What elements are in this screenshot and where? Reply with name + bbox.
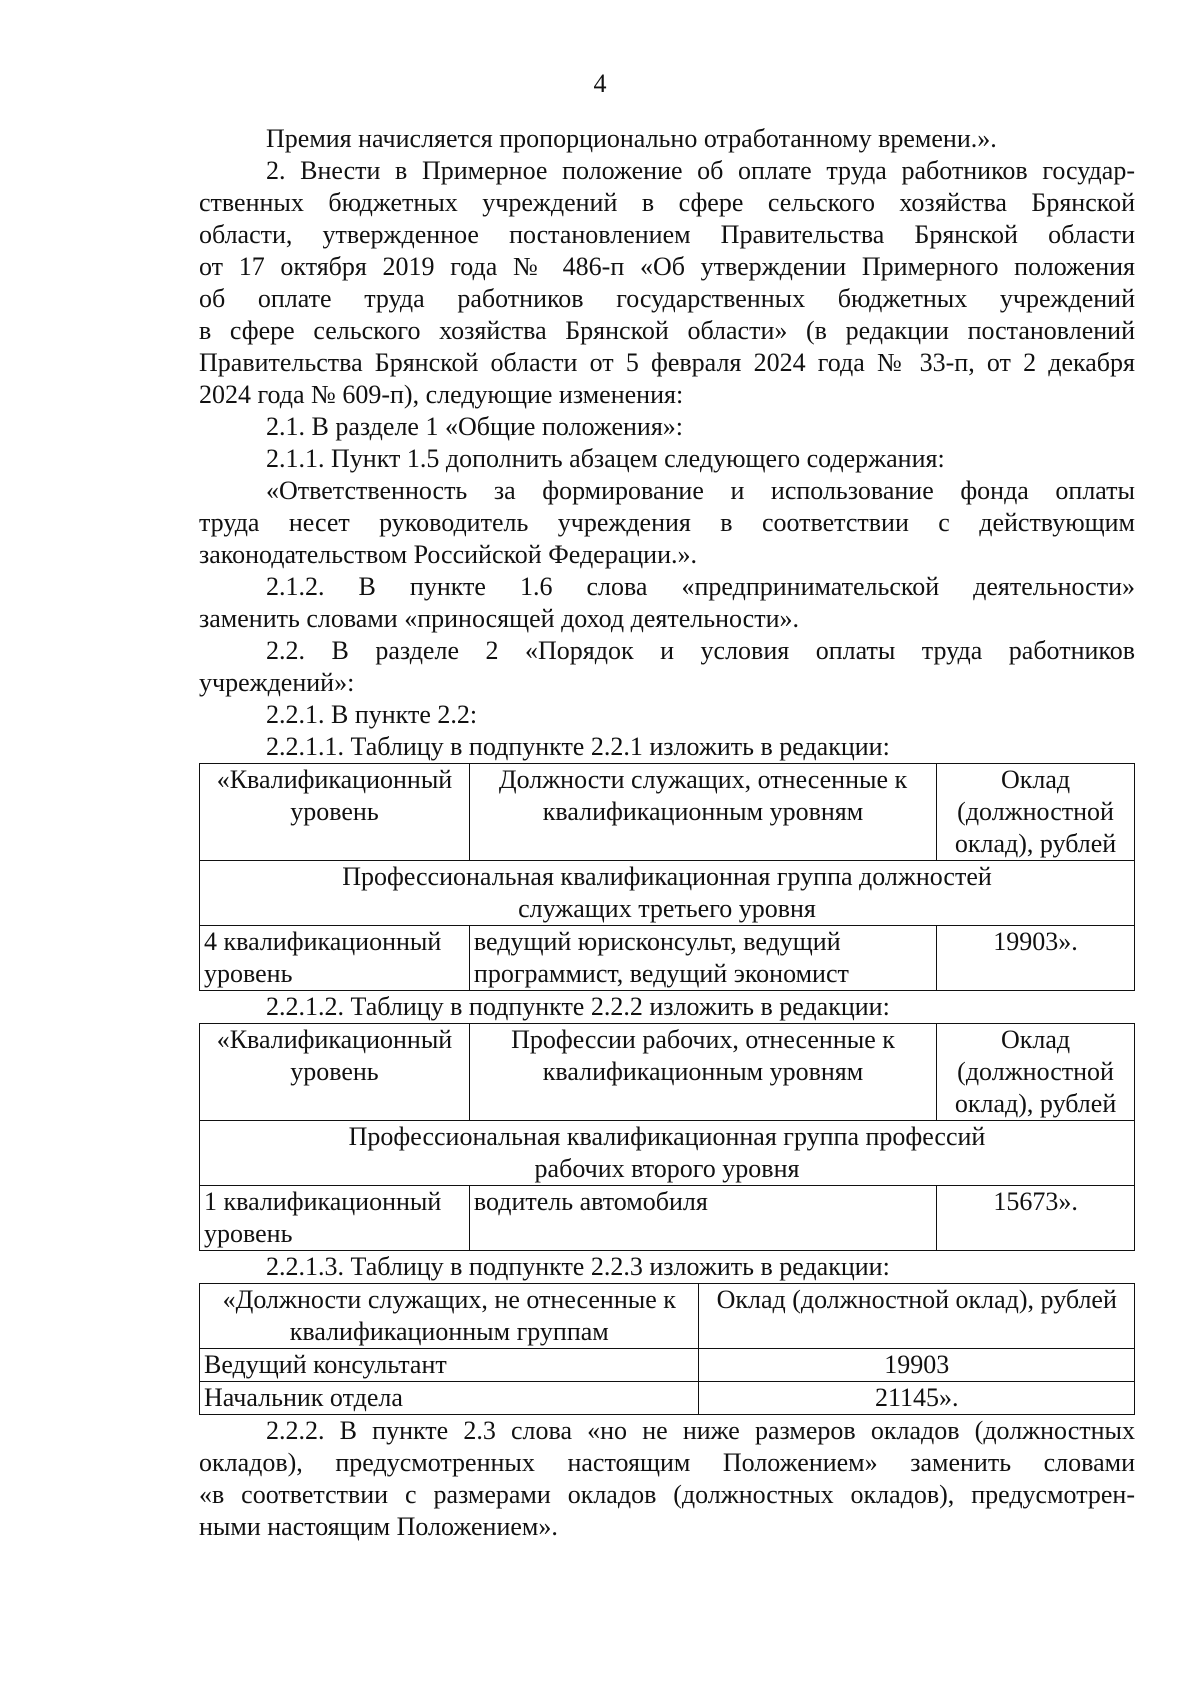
salary-table-2 [199, 1023, 1135, 1251]
paragraph-line: 2024 года № 609-п), следующие изменения: [199, 380, 684, 409]
paragraph-2 [199, 155, 1135, 411]
paragraph-2-2-1-2: 2.2.1.2. Таблицу в подпункте 2.2.2 изложить в редакции: [266, 992, 890, 1021]
table-cell: Ведущий консультант [200, 1349, 699, 1382]
paragraph-line: Правительства Брянской области от 5 февраля 2024 года № 33-п, от 2 декабря [199, 348, 1135, 377]
paragraph-line: ственных бюджетных учреждений в сфере сельского хозяйства Брянской [199, 188, 1135, 217]
table-header-cell: «Квалификационный уровень [200, 1024, 470, 1121]
table-group-row [200, 1121, 1135, 1186]
paragraph-line: ными настоящим Положением». [199, 1512, 558, 1541]
paragraph-line: труда несет руководитель учреждения в соответствии с действующим [199, 508, 1135, 537]
paragraph-line: 2. Внести в Примерное положение об оплате труда работников государ- [266, 156, 1135, 185]
table-header-row [200, 764, 1135, 861]
page-number: 4 [593, 69, 607, 98]
table-header-row [200, 1024, 1135, 1121]
paragraph-2-2 [199, 635, 1135, 699]
table-cell: 1 квалификационный уровень [200, 1186, 470, 1251]
paragraph-line: окладов), предусмотренных настоящим Положением» заменить словами [199, 1448, 1135, 1477]
paragraph-line: «Ответственность за формирование и использование фонда оплаты [266, 476, 1135, 505]
table-header-cell: «Должности служащих, не отнесенные к квалификационным группам [200, 1284, 699, 1349]
paragraph-line: заменить словами «приносящей доход деятельности». [199, 604, 799, 633]
paragraph-line: в сфере сельского хозяйства Брянской области» (в редакции постановлений [199, 316, 1135, 345]
table-header-row [200, 1284, 1135, 1349]
paragraph-2-1: 2.1. В разделе 1 «Общие положения»: [266, 412, 684, 441]
paragraph-line: от 17 октября 2019 года № 486-п «Об утверждении Примерного положения [199, 252, 1135, 281]
table-cell: водитель автомобиля [469, 1186, 936, 1251]
document-body [199, 123, 1135, 1543]
table-cell: 4 квалификационный уровень [200, 926, 470, 991]
table-group-cell: Профессиональная квалификационная группа профессий рабочих второго уровня [200, 1121, 1135, 1186]
table-header-cell: Профессии рабочих, отнесенные к квалификационным уровням [469, 1024, 936, 1121]
table-header-cell: Оклад (должностной оклад), рублей [937, 764, 1135, 861]
paragraph-2-2-1-1: 2.2.1.1. Таблицу в подпункте 2.2.1 изложить в редакции: [266, 732, 890, 761]
paragraph-2-1-2 [199, 571, 1135, 635]
salary-table-3 [199, 1283, 1135, 1415]
table-header-cell: Должности служащих, отнесенные к квалификационным уровням [469, 764, 936, 861]
table-row [200, 1382, 1135, 1415]
salary-table-1 [199, 763, 1135, 991]
table-group-cell: Профессиональная квалификационная группа должностей служащих третьего уровня [200, 861, 1135, 926]
paragraph-intro: Премия начисляется пропорционально отработанному времени.». [266, 124, 997, 153]
paragraph-responsibility [199, 475, 1135, 571]
paragraph-2-1-1: 2.1.1. Пункт 1.5 дополнить абзацем следующего содержания: [266, 444, 945, 473]
table-cell: 19903». [937, 926, 1135, 991]
table-header-cell: «Квалификационный уровень [200, 764, 470, 861]
paragraph-line: учреждений»: [199, 668, 355, 697]
table-row [200, 926, 1135, 991]
table-cell: ведущий юрисконсульт, ведущий программист, ведущий экономист [469, 926, 936, 991]
paragraph-2-2-1-3: 2.2.1.3. Таблицу в подпункте 2.2.3 изложить в редакции: [266, 1252, 890, 1281]
table-row [200, 1349, 1135, 1382]
table-header-cell: Оклад (должностной оклад), рублей [699, 1284, 1135, 1349]
paragraph-line: 2.1.2. В пункте 1.6 слова «предпринимательской деятельности» [266, 572, 1135, 601]
table-cell: 19903 [699, 1349, 1135, 1382]
paragraph-line: 2.2. В разделе 2 «Порядок и условия оплаты труда работников [266, 636, 1135, 665]
table-group-row [200, 861, 1135, 926]
paragraph-line: «в соответствии с размерами окладов (должностных окладов), предусмотрен- [199, 1480, 1135, 1509]
paragraph-line: 2.2.2. В пункте 2.3 слова «но не ниже размеров окладов (должностных [266, 1416, 1135, 1445]
paragraph-2-2-1: 2.2.1. В пункте 2.2: [266, 700, 478, 729]
table-cell: 21145». [699, 1382, 1135, 1415]
paragraph-line: об оплате труда работников государственных бюджетных учреждений [199, 284, 1135, 313]
paragraph-2-2-2 [199, 1415, 1135, 1543]
table-header-cell: Оклад (должностной оклад), рублей [937, 1024, 1135, 1121]
table-cell: 15673». [937, 1186, 1135, 1251]
table-row [200, 1186, 1135, 1251]
paragraph-line: законодательством Российской Федерации.». [199, 540, 697, 569]
paragraph-line: области, утвержденное постановлением Правительства Брянской области [199, 220, 1135, 249]
table-cell: Начальник отдела [200, 1382, 699, 1415]
